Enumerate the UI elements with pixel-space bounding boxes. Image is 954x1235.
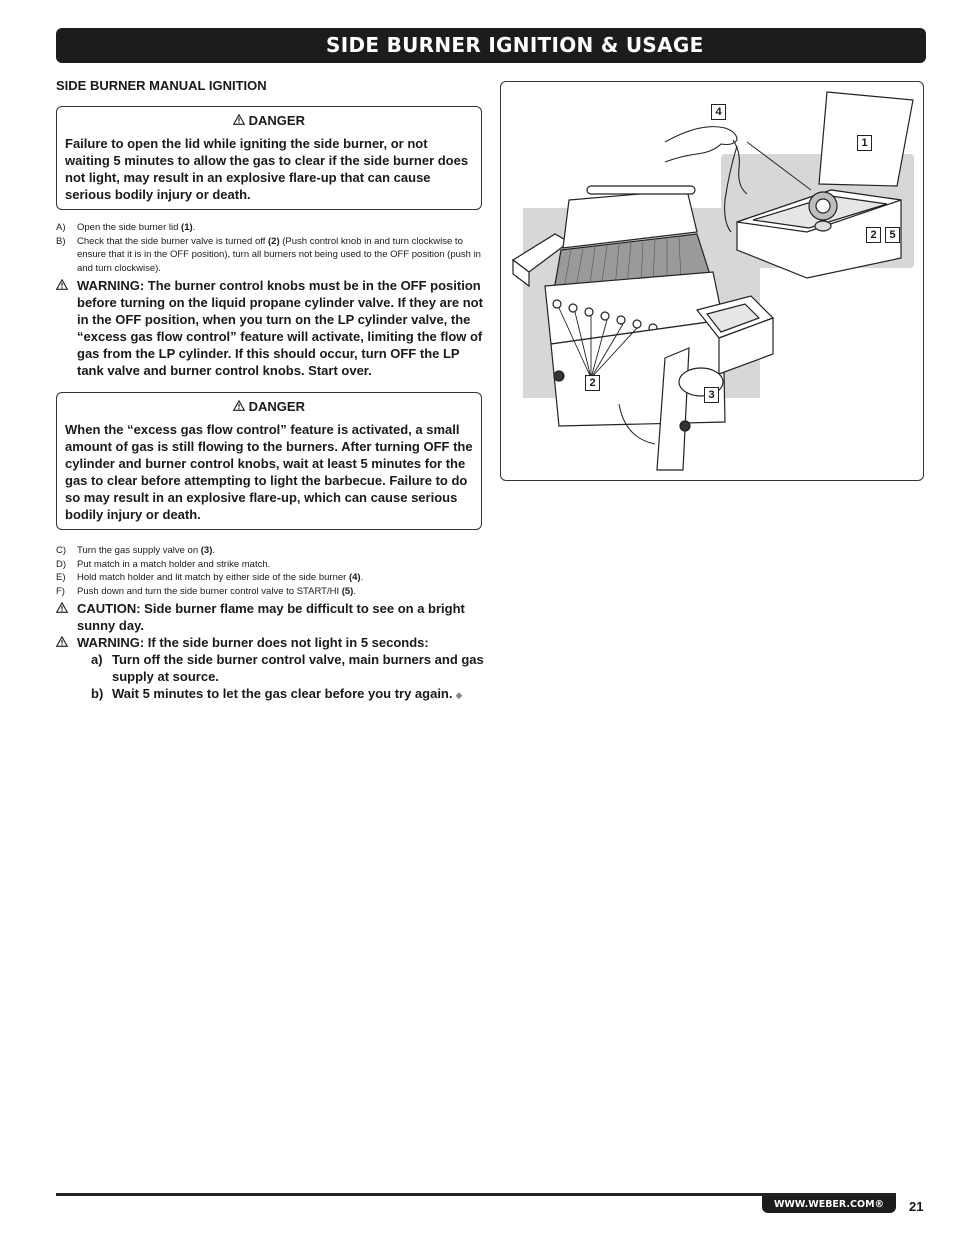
- callout-4: 4: [711, 104, 726, 120]
- caution-item: [56, 600, 484, 634]
- warning-text-2: WARNING: If the side burner does not light in 5 seconds:: [77, 635, 429, 650]
- left-column: [56, 78, 484, 704]
- step-ref: (4): [348, 572, 361, 583]
- page-title: SIDE BURNER IGNITION & USAGE: [326, 33, 704, 57]
- danger-title-1: [65, 113, 473, 128]
- list-item: [56, 558, 484, 572]
- step-text-main: Hold match holder and lit match by either side of the side burner: [77, 572, 349, 583]
- callout-3: 3: [704, 387, 719, 403]
- step-text-after: .: [353, 585, 356, 597]
- step-letter: F): [56, 585, 65, 597]
- step-text-main: Put match in a match holder and strike match.: [77, 558, 271, 570]
- step-text-main: Turn the gas supply valve on: [77, 545, 201, 556]
- sub-text: Wait 5 minutes to let the gas clear before you try again.: [112, 686, 453, 701]
- step-letter: D): [56, 558, 67, 570]
- danger-title-2: [65, 399, 473, 414]
- step-text: [77, 571, 484, 585]
- danger-text-1: Failure to open the lid while igniting the side burner, or not waiting 5 minutes to allow the gas to clear if the side burner does not light, may result in an explosive flare-up that can cause serious bodily injury or death.: [65, 136, 469, 202]
- warning-triangle-icon: [233, 400, 245, 411]
- step-ref: (5): [341, 585, 354, 597]
- warning-text-1: WARNING: The burner control knobs must be in the OFF position before turning on the liquid propane cylinder valve. If they are not in the OFF position, when you turn on the LP cylinder valve, the “excess gas flow control” feature will activate, limiting the flow of gas from the LP cylinder. If this should occur, turn OFF the LP tank valve and burner control knobs. Start over.: [77, 278, 483, 378]
- list-item: [91, 685, 484, 704]
- step-text-main: Check that the side burner valve is turned off: [77, 235, 268, 247]
- title-bar: [56, 28, 926, 63]
- callout-1: 1: [857, 135, 872, 151]
- step-text: [77, 544, 484, 558]
- list-item: [91, 651, 484, 685]
- step-text-after: .: [192, 222, 196, 233]
- warning-triangle-icon: [56, 279, 68, 290]
- step-text-after: (Push control knob in and turn clockwise to ensure that it is in the OFF position), turn all burners not being used to the OFF position (push in and turn clockwise).: [77, 235, 481, 274]
- danger-title-label: DANGER: [248, 113, 305, 128]
- page-number: 21: [909, 1199, 924, 1214]
- list-item: [56, 544, 484, 558]
- section-heading: SIDE BURNER MANUAL IGNITION: [56, 78, 267, 93]
- warning-triangle-icon: [56, 602, 68, 613]
- list-item: [56, 571, 484, 585]
- step-ref: (1): [181, 222, 193, 233]
- callout-2-main: 2: [585, 375, 600, 391]
- list-item: [56, 235, 484, 276]
- warning-icon-wrap: [56, 277, 77, 379]
- danger-text-2: When the “excess gas flow control” feature is activated, a small amount of gas is still flowing to the burners. After turning OFF the cylinder and burner control knobs, wait at least 5 minutes for the gas to clear before attempting to light the barbecue. Failure to do so may result in an explosive flare-up, which can cause serious bodily injury or death.: [65, 422, 473, 522]
- step-ref: (3): [200, 545, 213, 556]
- list-item: [56, 585, 484, 599]
- end-diamond-icon: ◆: [455, 690, 463, 700]
- warning-icon-wrap: [56, 634, 77, 651]
- step-letter: B): [56, 235, 66, 247]
- step-text: [77, 558, 484, 572]
- step-text-main: Open the side burner lid: [77, 222, 182, 233]
- step-letter: E): [56, 572, 66, 583]
- sub-text-wrap: [112, 685, 462, 704]
- caution-text: CAUTION: Side burner flame may be difficult to see on a bright sunny day.: [77, 601, 465, 633]
- callout-5: 5: [885, 227, 900, 243]
- callout-2-side: 2: [866, 227, 881, 243]
- step-text-after: .: [360, 572, 364, 583]
- step-text: [77, 235, 484, 276]
- sub-letter: a): [91, 652, 103, 667]
- steps-list-1: [56, 221, 484, 275]
- step-letter: A): [56, 222, 66, 233]
- step-text: [77, 585, 484, 599]
- step-letter: C): [56, 545, 67, 556]
- warning-triangle-icon: [56, 636, 68, 647]
- step-ref: (2): [268, 235, 280, 247]
- danger-box-1: [56, 106, 482, 210]
- warning-icon-wrap: [56, 600, 77, 634]
- sub-text: Turn off the side burner control valve, main burners and gas supply at source.: [112, 652, 484, 684]
- danger-box-2: [56, 392, 482, 530]
- warning-item-2: [56, 634, 484, 651]
- step-text: [77, 221, 484, 235]
- footer-url: WWW.WEBER.COM®: [762, 1196, 896, 1213]
- step-text-main: Push down and turn the side burner control valve to START/HI: [77, 585, 342, 597]
- warning-item-1: [56, 277, 484, 379]
- steps-list-2: [56, 544, 484, 598]
- warning-triangle-icon: [233, 114, 245, 125]
- grill-illustration: [500, 81, 924, 481]
- sub-letter: b): [91, 686, 104, 701]
- danger-title-label: DANGER: [248, 399, 305, 414]
- step-text-after: .: [212, 545, 216, 556]
- list-item: [56, 221, 484, 235]
